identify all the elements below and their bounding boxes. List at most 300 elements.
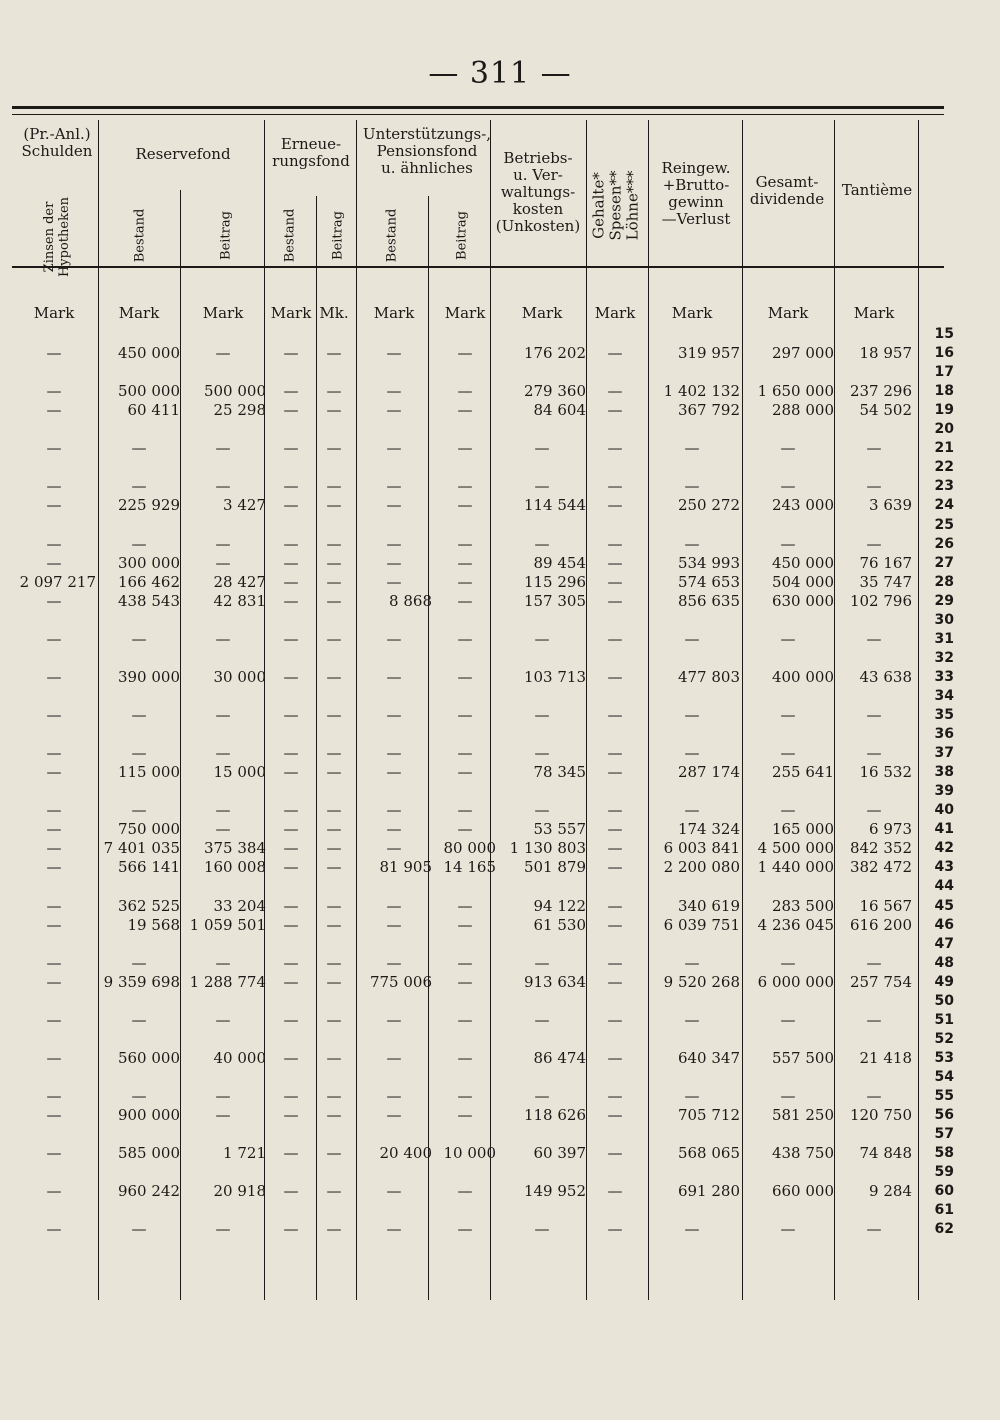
table-cell: —: [283, 820, 299, 839]
header-erneuerungsfond: Erneue- rungsfond: [272, 135, 350, 170]
table-cell: —: [283, 534, 299, 553]
table-cell: 691 280: [677, 1182, 740, 1201]
table-cell: —: [607, 744, 623, 763]
table-cell: —: [607, 1182, 623, 1201]
table-cell: —: [326, 953, 342, 972]
table-cell: 157 305: [523, 591, 586, 610]
table-cell: —: [326, 896, 342, 915]
table-cell: —: [215, 477, 231, 496]
table-cell: —: [326, 744, 342, 763]
table-cell: 585 000: [117, 1144, 180, 1163]
table-cell: —: [866, 1220, 882, 1239]
table-cell: 581 250: [771, 1106, 834, 1125]
table-cell: 2 200 080: [663, 858, 740, 877]
table-cell: —: [457, 534, 473, 553]
table-cell: —: [457, 667, 473, 686]
table-cell: —: [131, 477, 147, 496]
table-cell: —: [866, 953, 882, 972]
table-cell: —: [866, 706, 882, 724]
table-cell: 115 000: [117, 763, 180, 782]
column-divider: [586, 120, 587, 1300]
row-number: 23: [934, 478, 954, 495]
row-number: 61: [934, 1202, 954, 1219]
row-number: 20: [934, 421, 954, 438]
table-cell: —: [326, 839, 342, 858]
table-cell: 500 000: [203, 382, 266, 401]
table-cell: —: [326, 1144, 342, 1163]
table-cell: —: [457, 820, 473, 839]
table-cell: —: [534, 1087, 550, 1105]
table-cell: 400 000: [771, 667, 834, 686]
table-cell: 842 352: [849, 839, 912, 858]
unit-label: Mark: [444, 304, 486, 322]
unit-label: Mk.: [319, 304, 349, 322]
table-cell: —: [283, 553, 299, 572]
table-cell: 35 747: [859, 572, 912, 591]
table-cell: —: [780, 439, 796, 458]
table-cell: —: [457, 744, 473, 763]
table-cell: 60 397: [533, 1144, 586, 1163]
table-cell: 7 401 035: [103, 839, 180, 858]
table-cell: —: [607, 763, 623, 782]
table-cell: —: [46, 553, 62, 572]
table-cell: —: [534, 1220, 550, 1239]
table-cell: 166 462: [117, 572, 180, 591]
table-cell: —: [46, 382, 62, 401]
table-cell: 174 324: [677, 820, 740, 839]
table-cell: —: [215, 744, 231, 763]
table-cell: —: [283, 1144, 299, 1163]
table-cell: 616 200: [849, 915, 912, 934]
table-cell: —: [457, 572, 473, 591]
table-cell: —: [283, 667, 299, 686]
unit-label: Mark: [671, 304, 713, 322]
table-cell: —: [215, 344, 231, 363]
row-number: 32: [934, 649, 954, 666]
unit-label: Mark: [118, 304, 160, 322]
table-cell: —: [46, 667, 62, 686]
table-cell: —: [534, 953, 550, 972]
table-cell: —: [780, 534, 796, 553]
table-cell: —: [457, 706, 473, 724]
table-cell: —: [46, 344, 62, 363]
table-cell: 300 000: [117, 553, 180, 572]
table-cell: 33 204: [213, 896, 266, 915]
table-cell: —: [386, 1106, 402, 1125]
table-cell: 566 141: [117, 858, 180, 877]
table-cell: 750 000: [117, 820, 180, 839]
table-cell: —: [46, 401, 62, 420]
table-cell: 367 792: [677, 401, 740, 420]
table-cell: —: [283, 572, 299, 591]
table-cell: —: [215, 553, 231, 572]
table-cell: —: [457, 496, 473, 515]
table-cell: —: [607, 953, 623, 972]
table-cell: —: [607, 382, 623, 401]
table-cell: —: [457, 915, 473, 934]
table-cell: —: [457, 382, 473, 401]
unit-label: Mark: [270, 304, 312, 322]
table-cell: 118 626: [523, 1106, 586, 1125]
table-cell: —: [283, 439, 299, 458]
table-cell: 160 008: [203, 858, 266, 877]
table-cell: —: [386, 820, 402, 839]
row-number: 16: [934, 345, 954, 362]
table-cell: —: [326, 553, 342, 572]
table-cell: —: [684, 629, 700, 648]
row-number: 55: [934, 1088, 954, 1104]
table-cell: 89 454: [533, 553, 586, 572]
table-cell: —: [386, 572, 402, 591]
table-cell: 4 500 000: [757, 839, 834, 858]
table-cell: —: [607, 667, 623, 686]
header-reservefond: Reservefond: [135, 145, 231, 163]
table-cell: —: [534, 801, 550, 820]
table-cell: —: [386, 344, 402, 363]
table-cell: —: [326, 1182, 342, 1201]
table-cell: 856 635: [677, 591, 740, 610]
table-cell: —: [283, 1048, 299, 1067]
table-cell: —: [780, 1010, 796, 1029]
row-number: 57: [934, 1126, 954, 1143]
table-cell: 6 003 841: [663, 839, 740, 858]
header-erneuerungsfond-bestand: Bestand: [282, 208, 298, 263]
table-cell: 250 272: [677, 496, 740, 515]
table-cell: —: [283, 896, 299, 915]
table-cell: —: [607, 1106, 623, 1125]
table-cell: —: [46, 1048, 62, 1067]
table-cell: 94 122: [533, 896, 586, 915]
table-cell: 1 440 000: [757, 858, 834, 877]
table-cell: —: [607, 591, 623, 610]
table-cell: 1 650 000: [757, 382, 834, 401]
table-cell: 257 754: [849, 972, 912, 991]
table-cell: —: [534, 744, 550, 763]
table-cell: —: [131, 534, 147, 553]
table-cell: 288 000: [771, 401, 834, 420]
table-cell: —: [684, 439, 700, 458]
unit-label: Mark: [521, 304, 563, 322]
table-cell: —: [457, 401, 473, 420]
table-cell: —: [326, 1087, 342, 1105]
table-cell: —: [457, 1048, 473, 1067]
table-cell: —: [534, 439, 550, 458]
row-number: 41: [934, 821, 954, 838]
table-cell: 6 000 000: [757, 972, 834, 991]
column-divider: [918, 120, 919, 1300]
row-number: 35: [934, 707, 954, 723]
table-cell: 9 284: [869, 1182, 912, 1201]
row-number: 36: [934, 726, 954, 743]
row-number: 39: [934, 783, 954, 800]
table-cell: —: [780, 801, 796, 820]
table-cell: —: [607, 706, 623, 724]
row-number: 34: [934, 687, 954, 704]
table-cell: 20 400: [379, 1144, 432, 1163]
table-cell: —: [607, 1087, 623, 1105]
table-cell: —: [386, 706, 402, 724]
table-cell: —: [326, 496, 342, 515]
table-cell: —: [326, 1048, 342, 1067]
header-erneuerungsfond-beitrag: Beitrag: [330, 211, 346, 260]
table-cell: —: [46, 439, 62, 458]
table-cell: —: [46, 629, 62, 648]
table-cell: —: [283, 1010, 299, 1029]
table-cell: —: [607, 839, 623, 858]
table-cell: 630 000: [771, 591, 834, 610]
table-cell: —: [46, 801, 62, 820]
table-cell: —: [283, 915, 299, 934]
table-cell: —: [326, 591, 342, 610]
table-cell: —: [684, 801, 700, 820]
table-cell: —: [607, 1144, 623, 1163]
table-cell: 16 532: [859, 763, 912, 782]
table-cell: —: [386, 553, 402, 572]
table-cell: 25 298: [213, 401, 266, 420]
row-number: 37: [934, 745, 954, 762]
table-cell: —: [326, 401, 342, 420]
table-cell: —: [386, 763, 402, 782]
unit-label: Mark: [767, 304, 809, 322]
table-cell: 560 000: [117, 1048, 180, 1067]
table-cell: —: [607, 572, 623, 591]
table-cell: —: [326, 1220, 342, 1239]
table-cell: 9 359 698: [103, 972, 180, 991]
table-cell: —: [46, 1106, 62, 1125]
row-number: 42: [934, 840, 954, 857]
table-cell: —: [386, 896, 402, 915]
table-cell: 450 000: [771, 553, 834, 572]
table-cell: —: [780, 629, 796, 648]
table-cell: —: [386, 915, 402, 934]
table-cell: 14 165: [443, 858, 496, 877]
table-cell: 557 500: [771, 1048, 834, 1067]
table-cell: 78 345: [533, 763, 586, 782]
table-cell: 362 525: [117, 896, 180, 915]
table-cell: —: [457, 953, 473, 972]
table-cell: —: [46, 839, 62, 858]
table-cell: 1 288 774: [189, 972, 266, 991]
header-reservefond-beitrag: Beitrag: [218, 211, 234, 260]
table-cell: —: [326, 801, 342, 820]
table-cell: —: [386, 839, 402, 858]
table-cell: 640 347: [677, 1048, 740, 1067]
table-cell: —: [283, 382, 299, 401]
table-cell: 120 750: [849, 1106, 912, 1125]
table-cell: —: [46, 706, 62, 724]
table-cell: —: [684, 706, 700, 724]
table-cell: —: [386, 496, 402, 515]
top-rule: [12, 106, 944, 109]
table-cell: —: [326, 858, 342, 877]
table-cell: —: [283, 1220, 299, 1239]
table-cell: —: [283, 344, 299, 363]
table-cell: 287 174: [677, 763, 740, 782]
table-cell: 80 000: [443, 839, 496, 858]
table-cell: 1 721: [223, 1144, 266, 1163]
table-cell: —: [326, 915, 342, 934]
table-cell: —: [607, 820, 623, 839]
table-cell: —: [607, 477, 623, 496]
table-cell: —: [283, 706, 299, 724]
table-cell: —: [607, 553, 623, 572]
row-number: 62: [934, 1221, 954, 1238]
table-cell: 149 952: [523, 1182, 586, 1201]
table-cell: —: [457, 801, 473, 820]
table-cell: —: [607, 858, 623, 877]
table-cell: —: [326, 344, 342, 363]
table-cell: —: [386, 1010, 402, 1029]
row-number: 33: [934, 668, 954, 685]
header-reservefond-bestand: Bestand: [132, 208, 148, 263]
table-cell: —: [457, 477, 473, 496]
row-number: 44: [934, 878, 954, 895]
row-number: 47: [934, 935, 954, 952]
table-cell: —: [283, 496, 299, 515]
table-cell: —: [780, 477, 796, 496]
table-cell: 74 848: [859, 1144, 912, 1163]
table-cell: 574 653: [677, 572, 740, 591]
row-number: 48: [934, 954, 954, 971]
table-cell: —: [215, 1087, 231, 1105]
table-cell: —: [46, 534, 62, 553]
table-cell: —: [283, 1106, 299, 1125]
table-cell: 283 500: [771, 896, 834, 915]
table-cell: —: [326, 1106, 342, 1125]
table-cell: —: [866, 439, 882, 458]
table-cell: 477 803: [677, 667, 740, 686]
table-cell: 900 000: [117, 1106, 180, 1125]
table-cell: —: [215, 706, 231, 724]
row-number: 59: [934, 1164, 954, 1181]
row-number: 31: [934, 630, 954, 647]
table-cell: 84 604: [533, 401, 586, 420]
table-cell: —: [215, 1220, 231, 1239]
table-cell: 775 006: [369, 972, 432, 991]
table-cell: —: [457, 439, 473, 458]
top-rule-thin: [12, 114, 944, 115]
table-cell: —: [46, 496, 62, 515]
table-cell: —: [283, 401, 299, 420]
table-cell: —: [131, 801, 147, 820]
header-zinsen: Zinsen der Hypotheken: [42, 196, 72, 278]
table-cell: —: [283, 972, 299, 991]
table-cell: —: [46, 915, 62, 934]
table-cell: 15 000: [213, 763, 266, 782]
table-cell: —: [607, 534, 623, 553]
table-cell: —: [326, 534, 342, 553]
table-cell: 54 502: [859, 401, 912, 420]
table-cell: —: [46, 858, 62, 877]
table-cell: —: [866, 629, 882, 648]
table-cell: 61 530: [533, 915, 586, 934]
table-cell: 81 905: [379, 858, 432, 877]
table-cell: —: [534, 1010, 550, 1029]
table-cell: —: [607, 344, 623, 363]
table-cell: —: [386, 382, 402, 401]
table-cell: 9 520 268: [663, 972, 740, 991]
table-cell: —: [780, 744, 796, 763]
table-cell: 4 236 045: [757, 915, 834, 934]
table-cell: —: [215, 953, 231, 972]
header-tantieme: Tantième: [841, 181, 913, 199]
row-number: 51: [934, 1011, 954, 1028]
table-cell: 60 411: [127, 401, 180, 420]
row-number: 58: [934, 1145, 954, 1162]
table-cell: —: [131, 706, 147, 724]
table-cell: 243 000: [771, 496, 834, 515]
table-cell: 504 000: [771, 572, 834, 591]
table-cell: —: [46, 591, 62, 610]
table-cell: —: [780, 706, 796, 724]
unit-label: Mark: [373, 304, 415, 322]
table-cell: —: [215, 820, 231, 839]
header-betriebskosten: Betriebs- u. Ver- waltungs- kosten (Unkosten): [495, 149, 581, 235]
table-cell: —: [780, 1220, 796, 1239]
table-cell: —: [326, 572, 342, 591]
table-cell: 86 474: [533, 1048, 586, 1067]
table-cell: 1 059 501: [189, 915, 266, 934]
table-cell: —: [607, 629, 623, 648]
table-cell: —: [457, 1220, 473, 1239]
table-cell: —: [607, 439, 623, 458]
table-cell: —: [131, 1087, 147, 1105]
table-cell: 705 712: [677, 1106, 740, 1125]
table-cell: 3 639: [869, 496, 912, 515]
table-cell: 16 567: [859, 896, 912, 915]
table-cell: —: [607, 896, 623, 915]
table-cell: 660 000: [771, 1182, 834, 1201]
table-cell: —: [283, 839, 299, 858]
table-cell: 340 619: [677, 896, 740, 915]
table-cell: —: [283, 629, 299, 648]
table-cell: —: [46, 744, 62, 763]
row-number: 25: [934, 516, 954, 533]
row-number: 56: [934, 1107, 954, 1124]
table-cell: 279 360: [523, 382, 586, 401]
table-cell: —: [684, 953, 700, 972]
table-cell: —: [46, 896, 62, 915]
table-cell: —: [866, 801, 882, 820]
table-cell: —: [457, 763, 473, 782]
unit-label: Mark: [853, 304, 895, 322]
table-cell: 176 202: [523, 344, 586, 363]
table-cell: —: [386, 439, 402, 458]
row-number: 18: [934, 383, 954, 400]
table-cell: —: [457, 344, 473, 363]
table-cell: 103 713: [523, 667, 586, 686]
table-cell: 10 000: [443, 1144, 496, 1163]
table-cell: 237 296: [849, 382, 912, 401]
header-gehalte: Gehalte* Spesen** Löhne***: [589, 170, 642, 241]
table-cell: —: [386, 801, 402, 820]
table-cell: 102 796: [849, 591, 912, 610]
table-cell: —: [386, 629, 402, 648]
table-cell: —: [684, 1087, 700, 1105]
table-cell: —: [534, 477, 550, 496]
table-cell: —: [46, 1220, 62, 1239]
table-cell: —: [326, 629, 342, 648]
row-number: 27: [934, 554, 954, 571]
row-number: 52: [934, 1030, 954, 1047]
table-cell: —: [684, 477, 700, 496]
table-cell: —: [607, 496, 623, 515]
table-cell: —: [215, 629, 231, 648]
page-title: — 311 —: [428, 56, 572, 91]
table-cell: 255 641: [771, 763, 834, 782]
header-gesamtdividende: Gesamt- dividende: [749, 173, 825, 208]
table-cell: —: [866, 744, 882, 763]
